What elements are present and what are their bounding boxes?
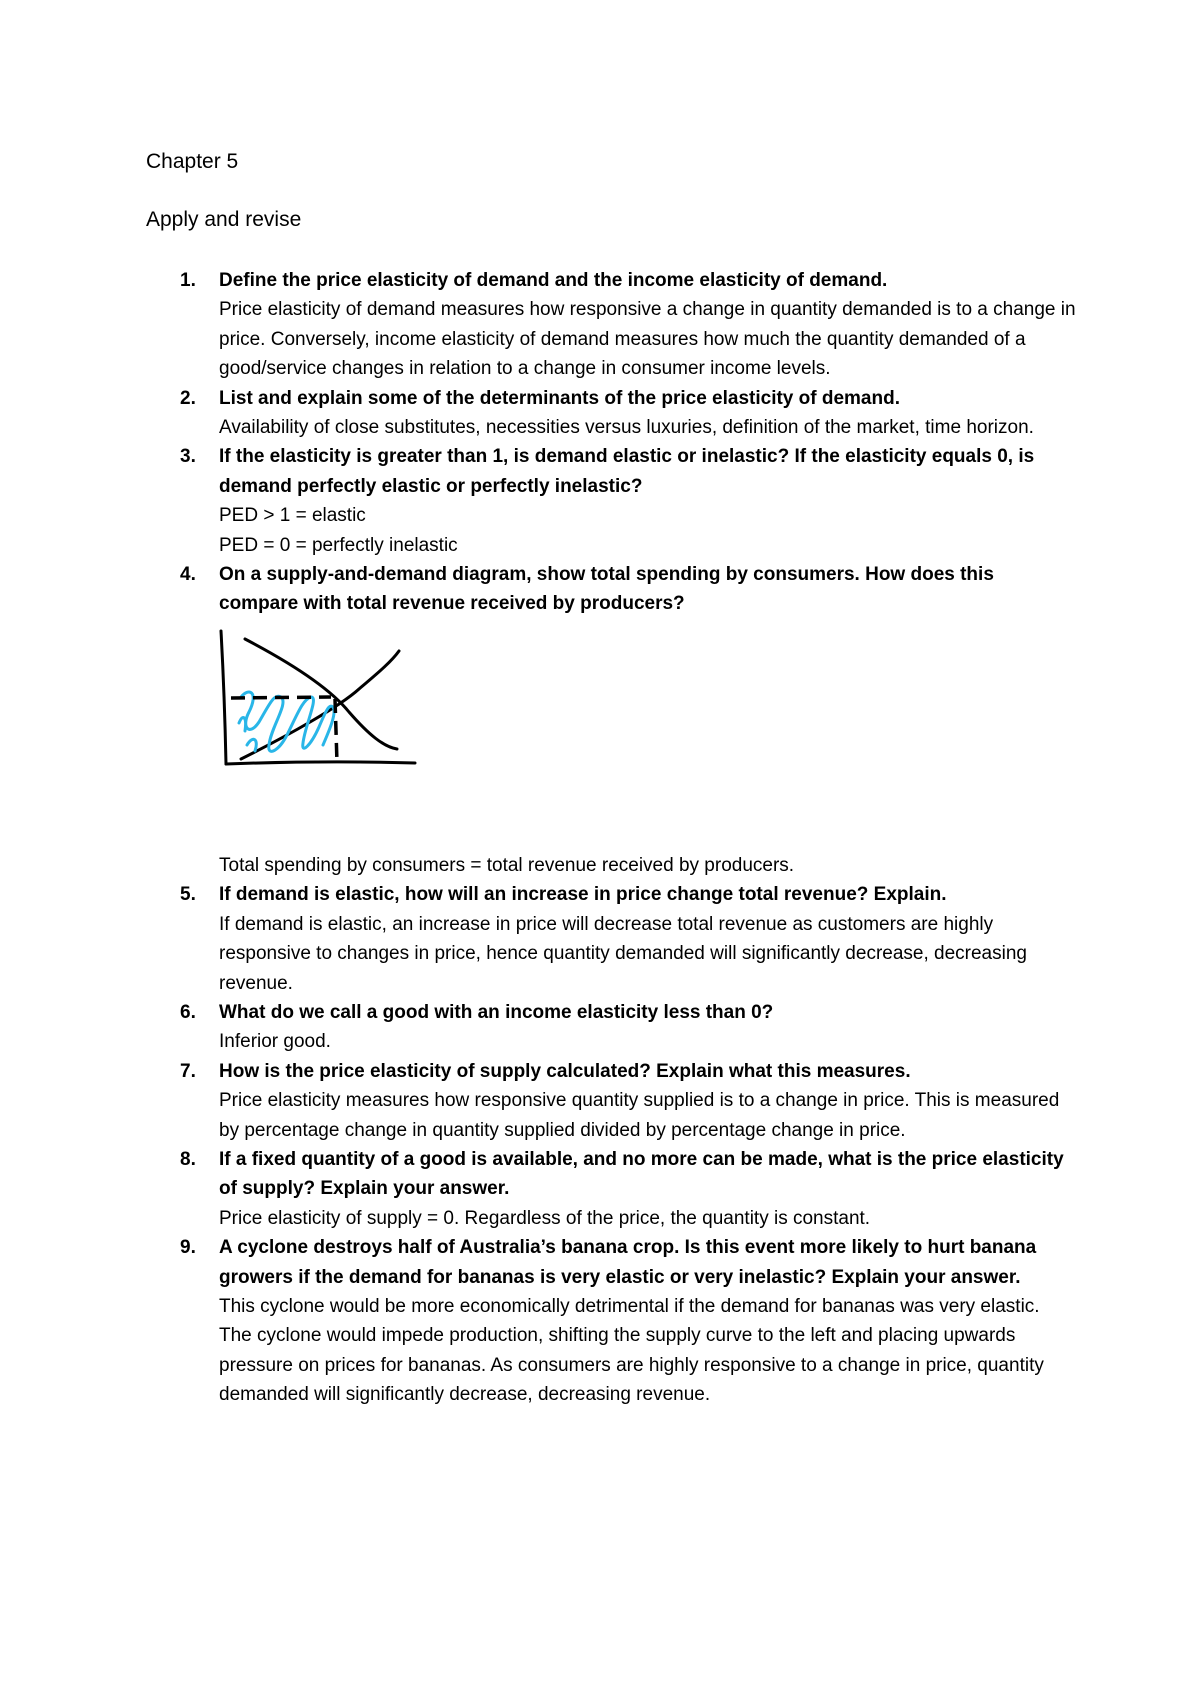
question-item-5 bbox=[146, 880, 1076, 998]
chapter-title: Chapter 5 bbox=[146, 150, 239, 173]
answer-text: Availability of close substitutes, necessities versus luxuries, definition of the market, time horizon. bbox=[219, 417, 1034, 439]
question-text: List and explain some of the determinants of the price elasticity of demand. bbox=[219, 387, 900, 409]
question-item-3 bbox=[146, 442, 1076, 560]
question-item-2 bbox=[146, 384, 1076, 443]
question-text: A cyclone destroys half of Australia’s banana crop. Is this event more likely to hurt banana growers if the demand for bananas is very elastic or very inelastic? Explain your answer. bbox=[219, 1237, 1037, 1288]
quantity-axis bbox=[226, 762, 415, 764]
question-number: 1. bbox=[180, 270, 196, 291]
question-list bbox=[146, 266, 1076, 1410]
question-number: 2. bbox=[180, 387, 196, 409]
demand-curve bbox=[245, 639, 397, 749]
answer-text: This cyclone would be more economically detrimental if the demand for bananas was very elastic. The cyclone would impede production, shifting the supply curve to the left and placing upwards pressure on prices for bananas. As consumers are highly responsive to a change in price, quantity demanded will significantly decrease, decreasing revenue. bbox=[219, 1295, 1044, 1406]
total-spending-shading bbox=[239, 692, 334, 751]
question-item-6 bbox=[146, 998, 1076, 1057]
supply-demand-sketch bbox=[219, 619, 1076, 851]
question-number: 8. bbox=[180, 1148, 196, 1170]
equilibrium-price-dashed-line bbox=[231, 697, 331, 698]
question-item-1 bbox=[146, 266, 1076, 384]
answer-text: Price elasticity measures how responsive quantity supplied is to a change in price. This is measured by percentage change in quantity supplied divided by percentage change in price. bbox=[219, 1090, 1060, 1141]
supply-demand-diagram bbox=[219, 627, 419, 777]
supply-curve bbox=[241, 651, 399, 759]
answer-text: If demand is elastic, an increase in price will decrease total revenue as customers are highly responsive to changes in price, hence quantity demanded will significantly decrease, decreasing revenue. bbox=[219, 913, 1027, 994]
question-number: 5. bbox=[180, 884, 196, 906]
answer-text: Price elasticity of demand measures how responsive a change in quantity demanded is to a change in price. Conversely, income elasticity of demand measures how much the quantity demanded of a good/service changes in relation to a change in consumer income levels. bbox=[219, 299, 1076, 380]
question-item-7 bbox=[146, 1057, 1076, 1145]
question-text: If a fixed quantity of a good is available, and no more can be made, what is the price elasticity of supply? Explain your answer. bbox=[219, 1148, 1064, 1200]
question-text: If the elasticity is greater than 1, is demand elastic or inelastic? If the elasticity equals 0, is demand perfectly elastic or perfectly inelastic? bbox=[219, 446, 1035, 497]
question-item-9 bbox=[146, 1233, 1076, 1409]
question-number: 7. bbox=[180, 1060, 196, 1082]
price-axis bbox=[221, 631, 226, 764]
question-number: 9. bbox=[180, 1237, 196, 1259]
question-text: What do we call a good with an income elasticity less than 0? bbox=[219, 1001, 774, 1023]
question-text: How is the price elasticity of supply calculated? Explain what this measures. bbox=[219, 1060, 911, 1082]
answer-text: Inferior good. bbox=[219, 1031, 331, 1053]
question-text: Define the price elasticity of demand and the income elasticity of demand. bbox=[219, 270, 888, 291]
section-title: Apply and revise bbox=[146, 208, 302, 231]
question-item-8 bbox=[146, 1145, 1076, 1233]
question-text: On a supply-and-demand diagram, show total spending by consumers. How does this compare with total revenue received by producers? bbox=[219, 564, 994, 615]
question-number: 3. bbox=[180, 446, 196, 468]
question-text: If demand is elastic, how will an increase in price change total revenue? Explain. bbox=[219, 884, 947, 906]
question-number: 4. bbox=[180, 564, 196, 586]
question-item-4 bbox=[146, 560, 1076, 880]
equilibrium-quantity-dashed-line bbox=[335, 699, 337, 763]
answer-text: PED > 1 = elastic bbox=[219, 505, 366, 527]
answer-text: PED = 0 = perfectly inelastic bbox=[219, 534, 458, 556]
answer-text: Price elasticity of supply = 0. Regardless of the price, the quantity is constant. bbox=[219, 1207, 871, 1229]
question-number: 6. bbox=[180, 1001, 196, 1023]
answer-text: Total spending by consumers = total revenue received by producers. bbox=[219, 854, 795, 876]
